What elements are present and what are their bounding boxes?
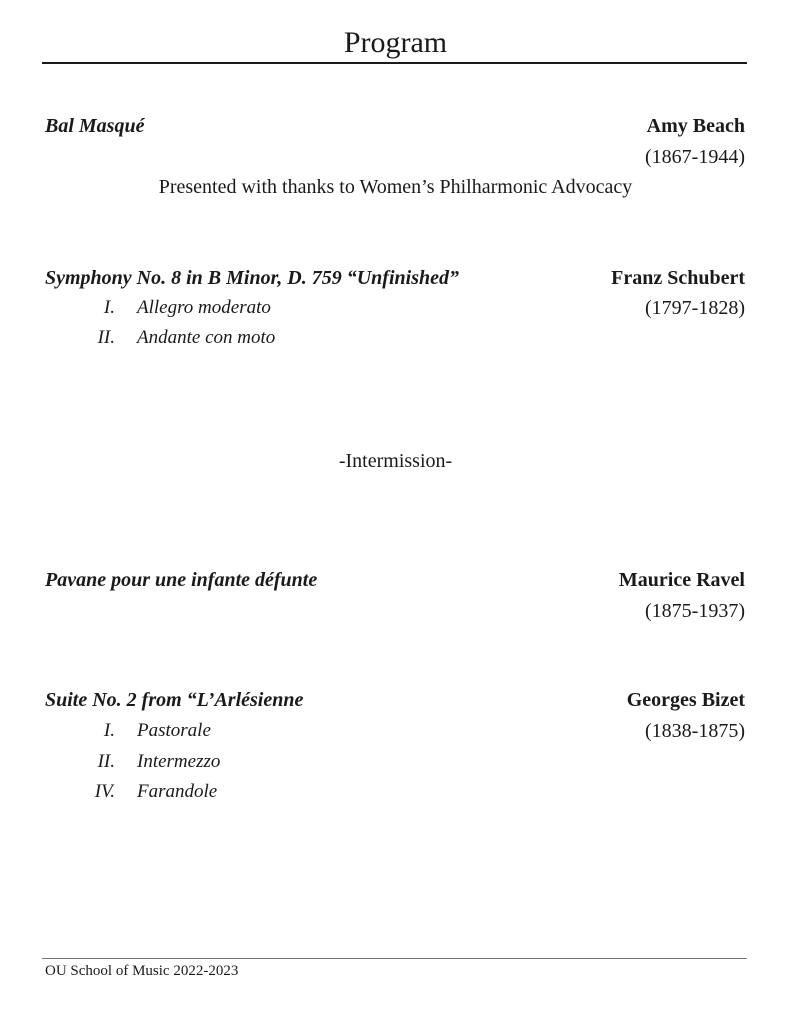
movement-item bbox=[45, 325, 275, 351]
movement-name: Intermezzo bbox=[137, 751, 221, 772]
movement-name: Pastorale bbox=[137, 720, 211, 741]
movement-item bbox=[45, 718, 211, 744]
work-title: Symphony No. 8 in B Minor, D. 759 “Unfinished” bbox=[45, 267, 459, 289]
movement-number: I. bbox=[103, 297, 115, 318]
movement-item bbox=[45, 749, 220, 775]
movement-item bbox=[45, 779, 217, 805]
work-title: Pavane pour une infante défunte bbox=[45, 569, 318, 591]
movement-name: Farandole bbox=[137, 781, 218, 802]
footer-divider bbox=[42, 958, 747, 959]
composer-dates: (1797-1828) bbox=[645, 297, 745, 319]
acknowledgement-note: Presented with thanks to Women’s Philharmonic Advocacy bbox=[158, 176, 633, 198]
movement-number: I. bbox=[103, 720, 115, 741]
composer-dates: (1838-1875) bbox=[645, 720, 745, 742]
composer-name: Georges Bizet bbox=[626, 689, 745, 711]
movement-name: Andante con moto bbox=[137, 327, 276, 348]
movement-number: II. bbox=[97, 751, 115, 772]
composer-dates: (1867-1944) bbox=[645, 146, 745, 168]
movement-number: IV. bbox=[94, 781, 115, 802]
intermission-label: -Intermission- bbox=[338, 450, 453, 472]
movement-name: Allegro moderato bbox=[137, 297, 271, 318]
movement-number: II. bbox=[97, 327, 115, 348]
composer-name: Franz Schubert bbox=[611, 267, 745, 289]
composer-name: Maurice Ravel bbox=[618, 569, 745, 591]
page-title: Program bbox=[343, 26, 448, 59]
composer-name: Amy Beach bbox=[646, 115, 745, 137]
title-divider bbox=[42, 62, 747, 64]
movement-item bbox=[45, 295, 271, 321]
work-title: Suite No. 2 from “L’Arlésienne bbox=[45, 689, 304, 711]
composer-dates: (1875-1937) bbox=[645, 600, 745, 622]
work-title: Bal Masqué bbox=[45, 115, 145, 137]
footer-text: OU School of Music 2022-2023 bbox=[45, 963, 239, 979]
